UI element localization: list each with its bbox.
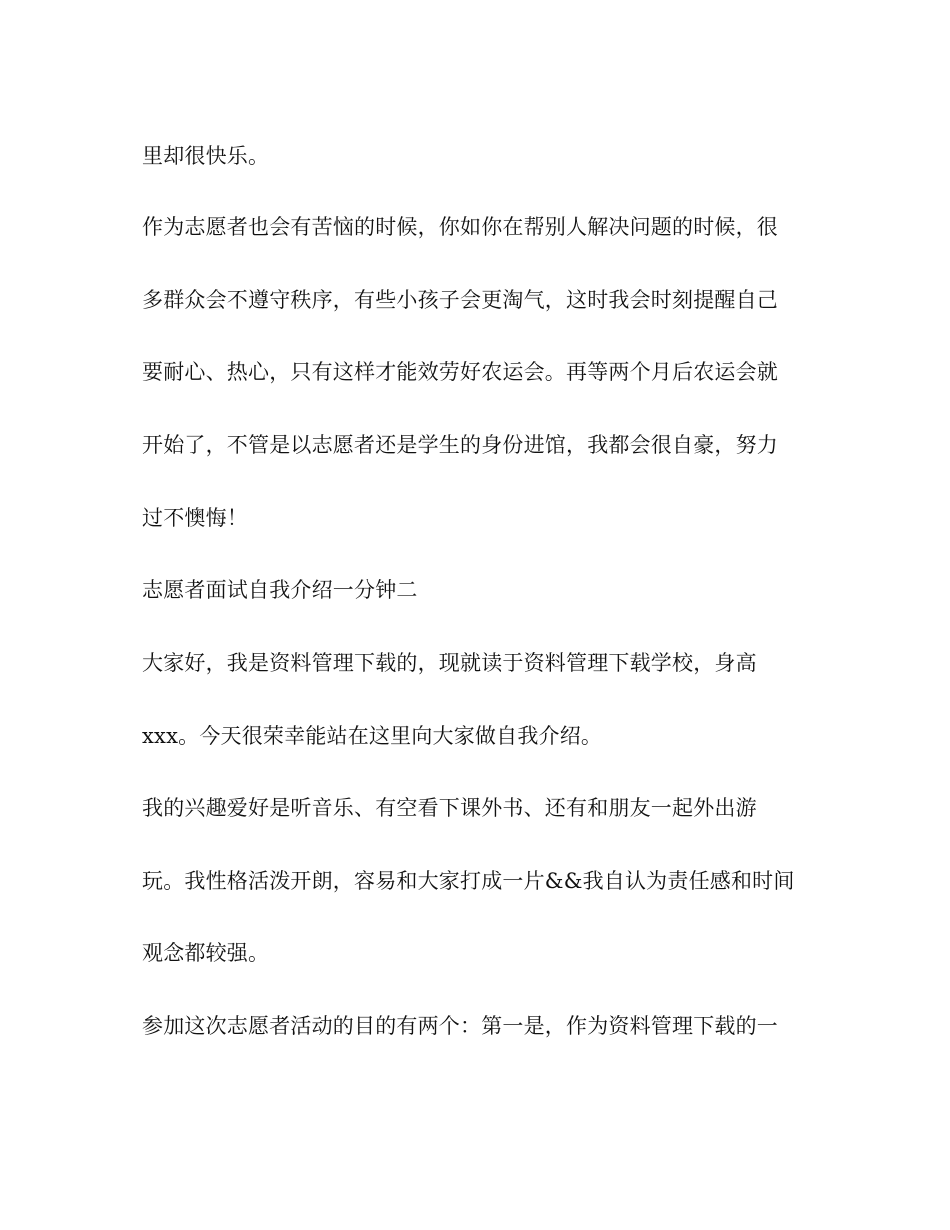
paragraph-line: xxx。今天很荣幸能站在这里向大家做自我介绍。 xyxy=(142,724,603,748)
paragraph-line: 里却很快乐。 xyxy=(142,144,270,168)
paragraph-line: 作为志愿者也会有苦恼的时候，你如你在帮别人解决问题的时候，很 xyxy=(142,215,778,239)
paragraph-line: 参加这次志愿者活动的目的有两个：第一是，作为资料管理下载的一 xyxy=(142,1014,778,1038)
section-heading: 志愿者面试自我介绍一分钟二 xyxy=(142,578,418,602)
paragraph-line: 玩。我性格活泼开朗，容易和大家打成一片&&我自认为责任感和时间 xyxy=(142,869,795,893)
paragraph-line: 我的兴趣爱好是听音乐、有空看下课外书、还有和朋友一起外出游 xyxy=(142,796,757,820)
paragraph-line: 过不懊悔！ xyxy=(142,506,248,530)
paragraph-line: 观念都较强。 xyxy=(142,941,270,965)
paragraph-line: 开始了，不管是以志愿者还是学生的身份进馆，我都会很自豪，努力 xyxy=(142,433,778,457)
paragraph-line: 多群众会不遵守秩序，有些小孩子会更淘气，这时我会时刻提醒自己 xyxy=(142,288,778,312)
paragraph-line: 大家好，我是资料管理下载的，现就读于资料管理下载学校，身高 xyxy=(142,651,757,675)
paragraph-line: 要耐心、热心，只有这样才能效劳好农运会。再等两个月后农运会就 xyxy=(142,360,778,384)
